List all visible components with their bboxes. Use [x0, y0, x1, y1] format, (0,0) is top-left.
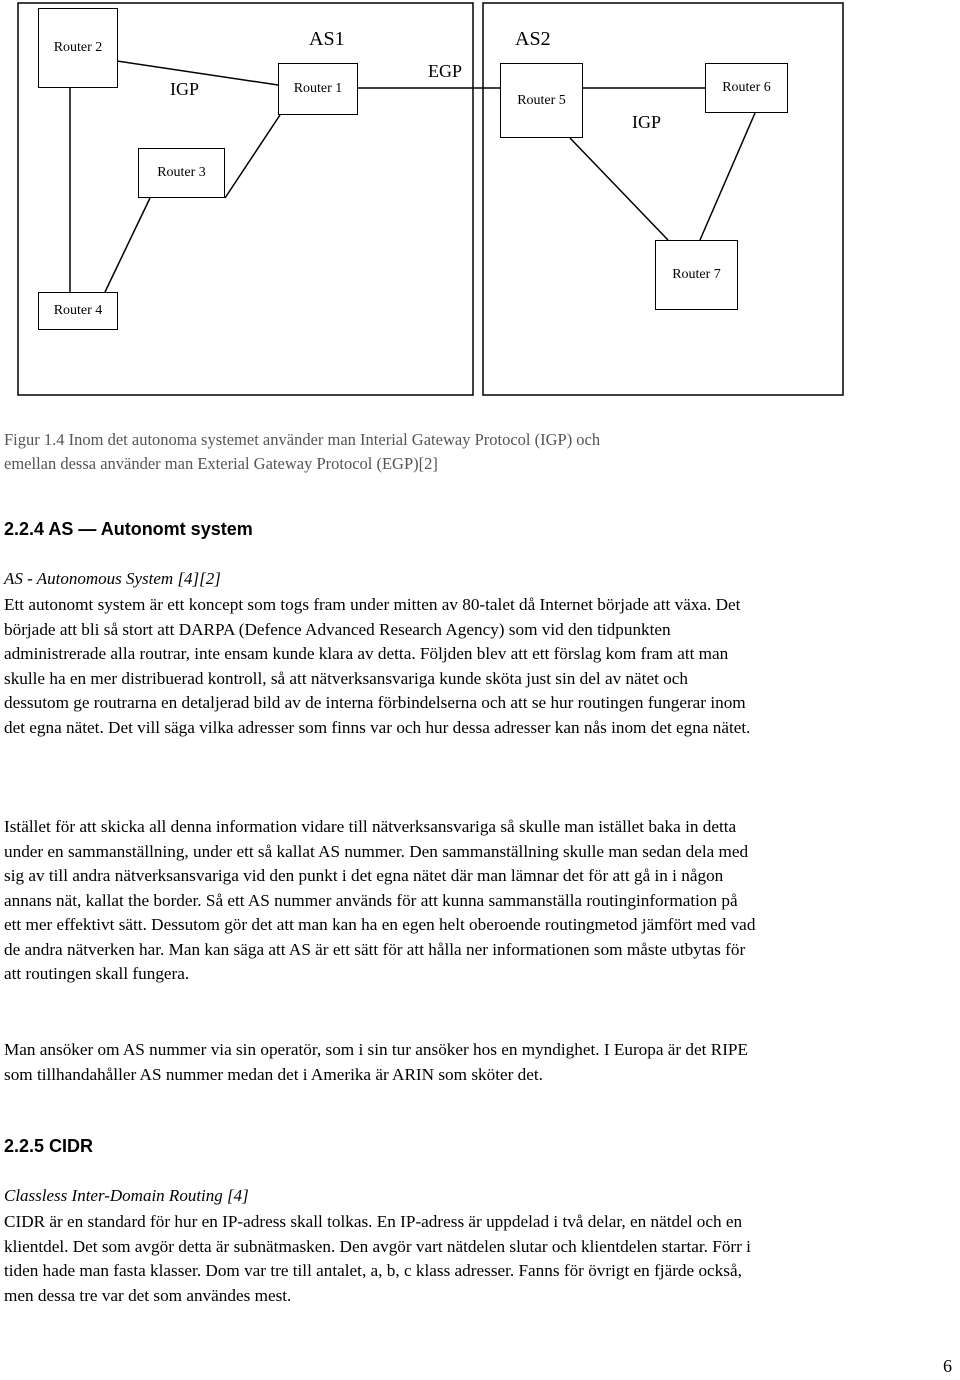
as-paragraph-1	[4, 593, 756, 740]
router-7	[655, 240, 738, 310]
router-2-label: Router 2	[53, 40, 103, 55]
router-1-label: Router 1	[293, 81, 343, 96]
link-r6-r7	[700, 113, 755, 240]
link-r4-r3	[105, 198, 150, 292]
section-heading-cidr: 2.2.5 CIDR	[4, 1136, 94, 1156]
page-number: 6	[943, 1356, 952, 1376]
router-5-label: Router 5	[517, 92, 566, 108]
link-r3-r1	[225, 115, 280, 198]
egp-label: EGP	[428, 61, 463, 81]
section-heading-as: 2.2.4 AS — Autonomt system	[4, 519, 253, 539]
as1-label: AS1	[309, 28, 345, 50]
as-paragraph-2-text: Istället för att skicka all denna information vidare till nätverksansvariga så skulle man istället baka in detta under en sammanställning, under ett så kallat AS nummer. Den sammanställning skulle man sedan dela med sig av till andra nätverksansvariga vid den punkt i det egna nätet där man lämnar det för att gå in i någon annans nät, kallat the border. Så ett AS nummer används för att kunna sammanställa routinginformation på ett mer effektivt sätt. Dessutom gör det att man kan ha en egen helt oberoende routingmetod jämfört med vad de andra nätverken har. Man kan säga att AS är ett sätt för att hålla ner informationen som måste utbytas för att routingen skall fungera.	[4, 817, 756, 983]
router-4-label: Router 4	[53, 303, 103, 318]
as-paragraph-3	[4, 1038, 756, 1087]
as-paragraph-3-text: Man ansöker om AS nummer via sin operatör, som i sin tur ansöker hos en myndighet. I Europa är det RIPE som tillhandahåller AS nummer medan det i Amerika är ARIN som sköter det.	[4, 1040, 748, 1084]
caption-line-1: Figur 1.4 Inom det autonoma systemet använder man Interial Gateway Protocol (IGP) och	[4, 430, 601, 449]
router-2	[38, 8, 118, 88]
router-1	[278, 63, 358, 115]
section-subheading-as: AS - Autonomous System [4][2]	[4, 569, 221, 588]
connection-lines	[0, 0, 960, 400]
as-paragraph-1-text: Ett autonomt system är ett koncept som togs fram under mitten av 80-talet då Internet började att växa. Det började att bli så stort att DARPA (Defence Advanced Research Agency) som vid den tidpunkten administrerade alla routrar, inte ensam kunde klara av detta. Följden blev att ett förslag kom fram att man skulle ha en mer distribuerad kontroll, så att nätverksansvariga kunde sköta just sin del av nätet och dessutom ge routrarna en detaljerad bild av de interna förbindelserna och att se hur routingen fungerar inom det egna nätet. Det vill säga vilka adresser som finns var och hur dessa adresser kan nås inom det egna nätet.	[4, 595, 751, 737]
igp-right-label: IGP	[632, 112, 662, 132]
router-6-label: Router 6	[722, 80, 771, 95]
cidr-paragraph-1	[4, 1210, 756, 1308]
figure-caption	[4, 428, 724, 476]
router-5	[500, 63, 583, 138]
cidr-paragraph-1-text: CIDR är en standard för hur en IP-adress skall tolkas. En IP-adress är uppdelad i två delar, en nätdel och en klientdel. Det som avgör detta är subnätmasken. Den avgör vart nätdelen slutar och klientdelen startar. Förr i tiden hade man fasta klasser. Dom var tre till antalet, a, b, c klass adresser. Fanns för övrigt en fjärde också, men dessa tre var det som användes mest.	[4, 1212, 751, 1305]
as2-label: AS2	[515, 28, 551, 50]
as2-frame	[483, 3, 843, 395]
link-r5-r7	[570, 138, 668, 240]
igp-left-label: IGP	[170, 79, 200, 99]
caption-line-2: emellan dessa använder man Exterial Gateway Protocol (EGP)[2]	[4, 454, 438, 473]
router-7-label: Router 7	[672, 267, 721, 282]
router-4	[38, 292, 118, 330]
router-3	[138, 148, 225, 198]
section-subheading-cidr: Classless Inter-Domain Routing [4]	[4, 1186, 249, 1205]
as-paragraph-2	[4, 815, 756, 987]
router-6	[705, 63, 788, 113]
router-3-label: Router 3	[157, 165, 206, 180]
network-diagram	[0, 0, 960, 400]
